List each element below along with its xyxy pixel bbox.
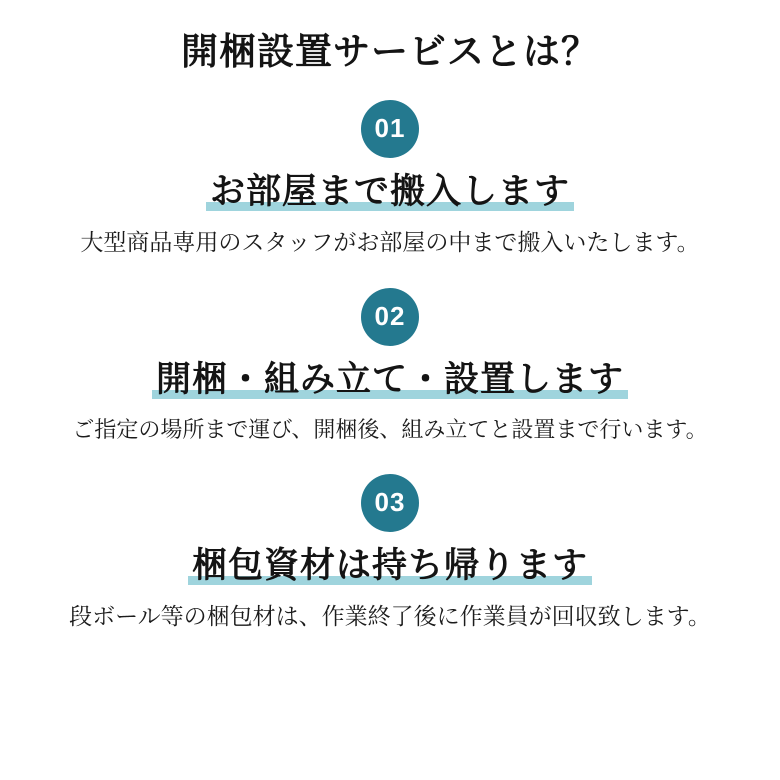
- step-heading-text: 梱包資材は持ち帰ります: [191, 546, 588, 586]
- service-step-01: [20, 100, 760, 258]
- step-description: 大型商品専用のスタッフがお部屋の中まで搬入いたします。: [80, 229, 700, 256]
- step-description: 段ボール等の梱包材は、作業終了後に作業員が回収致します。: [69, 603, 711, 630]
- step-heading-text: お部屋まで搬入します: [209, 172, 570, 212]
- step-number-badge: 03: [361, 474, 419, 532]
- service-step-02: [20, 288, 760, 444]
- page-title: 開梱設置サービスとは？: [181, 31, 599, 72]
- step-heading: [152, 358, 628, 402]
- step-number-badge: 02: [361, 288, 419, 346]
- step-heading-text: 開梱・組み立て・設置します: [155, 360, 624, 400]
- step-number-badge: 01: [361, 100, 419, 158]
- step-description: ご指定の場所まで運び、開梱後、組み立てと設置まで行います。: [72, 416, 708, 442]
- step-heading: [188, 544, 592, 588]
- step-heading: [206, 170, 574, 214]
- service-step-03: [20, 474, 760, 632]
